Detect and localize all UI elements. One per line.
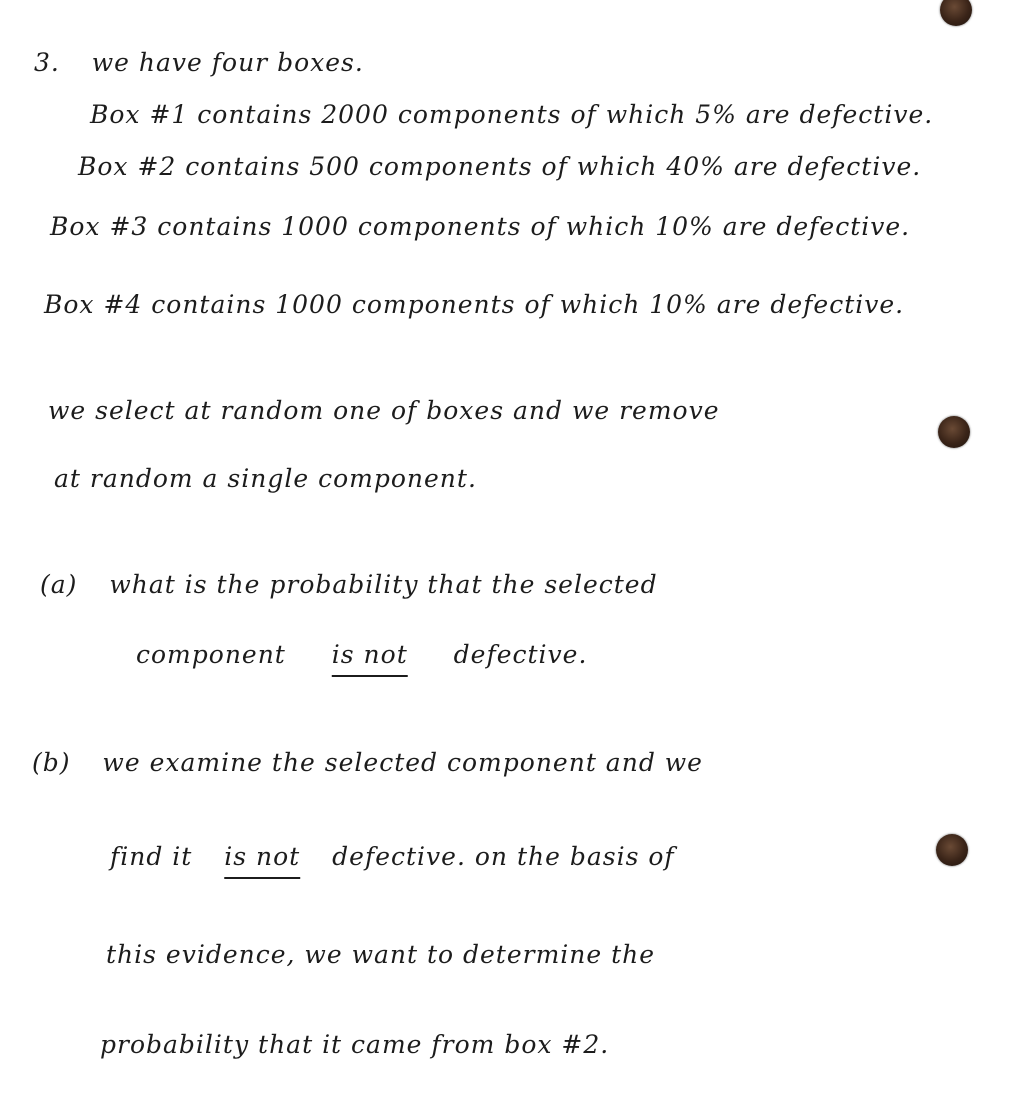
selection-line-2: at random a single component.: [54, 464, 477, 493]
part-a-question: what is the probability that the selected: [109, 570, 658, 599]
box-line-2: Box #2 contains 500 components of which 40% are defective.: [78, 152, 922, 181]
punch-hole-bottom: [936, 834, 968, 866]
problem-number: 3.: [34, 48, 60, 77]
selection-line-1: we select at random one of boxes and we remove: [48, 396, 720, 425]
box-line-4: Box #4 contains 1000 components of which 10% are defective.: [44, 290, 905, 319]
part-a-line-1: [40, 570, 658, 599]
part-b-line-3: this evidence, we want to determine the: [106, 940, 656, 969]
punch-hole-middle: [938, 416, 970, 448]
part-a-component: component: [136, 640, 286, 669]
part-b-text-1: we examine the selected component and we: [102, 748, 703, 777]
part-a-label: (a): [40, 570, 78, 599]
problem-intro: we have four boxes.: [91, 48, 364, 77]
part-a-line-2: [136, 640, 587, 669]
part-b-emphasis: is not: [224, 842, 301, 871]
part-a-defective: defective.: [453, 640, 588, 669]
punch-hole-top: [940, 0, 972, 26]
problem-header: [34, 48, 364, 77]
box-line-1: Box #1 contains 2000 components of which 5% are defective.: [90, 100, 934, 129]
part-b-line-4: probability that it came from box #2.: [100, 1030, 610, 1059]
part-b-line-1: [32, 748, 703, 777]
box-line-3: Box #3 contains 1000 components of which 10% are defective.: [50, 212, 911, 241]
part-b-find: find it: [110, 842, 193, 871]
part-b-text-2: defective. on the basis of: [332, 842, 675, 871]
part-a-emphasis: is not: [331, 640, 408, 669]
part-b-label: (b): [32, 748, 71, 777]
part-b-line-2: [110, 842, 675, 871]
